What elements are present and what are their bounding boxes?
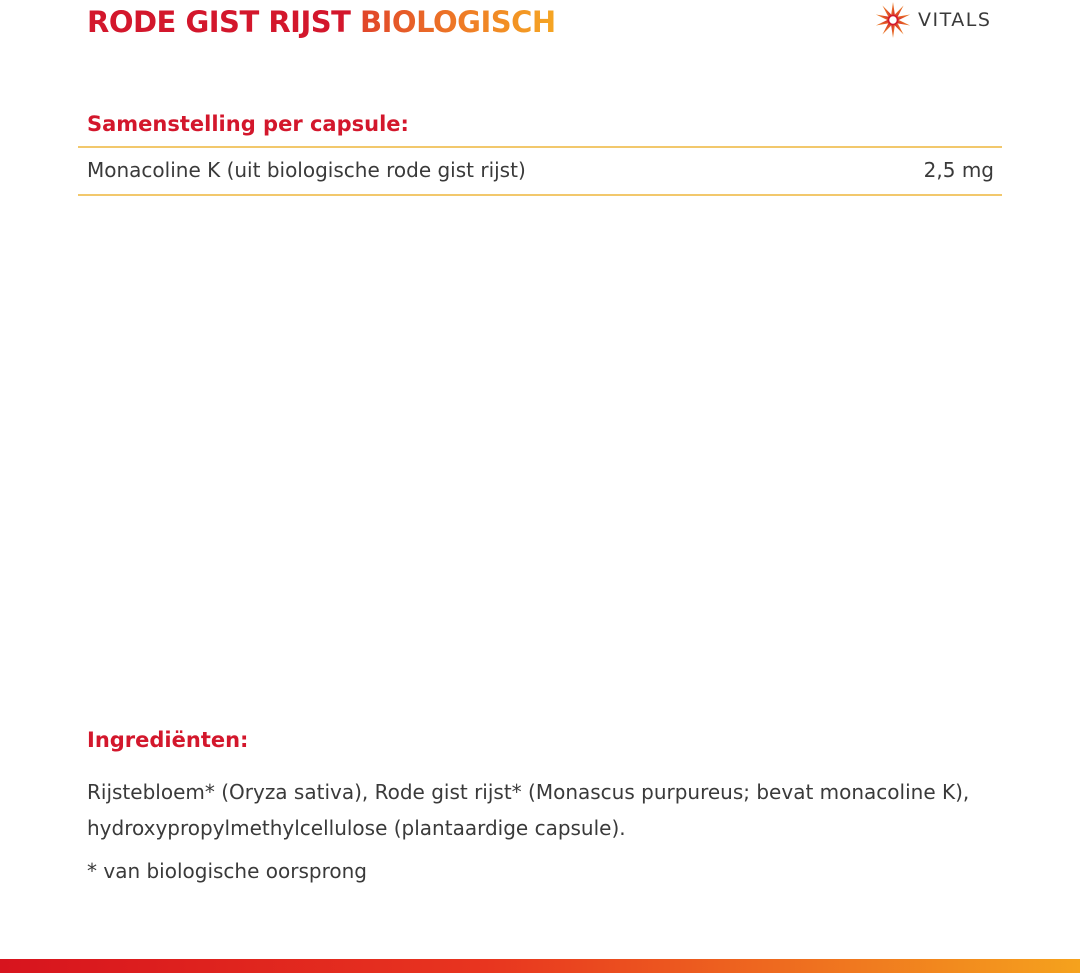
- ingredients-text: Rijstebloem* (Oryza sativa), Rode gist rijst* (Monascus purpureus; bevat monacoline K), hydroxypropylmethylcellulose (plantaardige capsule).: [87, 780, 970, 840]
- brand-logo: [872, 0, 991, 40]
- ingredient-name: Monacoline K (uit biologische rode gist rijst): [87, 158, 526, 182]
- composition-table: [78, 146, 1002, 196]
- sunburst-logo-icon: [872, 0, 914, 40]
- brand-name: VITALS: [918, 9, 992, 31]
- ingredient-amount: 2,5 mg: [923, 158, 994, 182]
- table-row: [78, 148, 1002, 192]
- product-title-main: RODE GIST RIJST: [87, 5, 351, 39]
- ingredients-heading: Ingrediënten:: [87, 728, 249, 752]
- product-title: [87, 2, 556, 42]
- composition-heading: Samenstelling per capsule:: [87, 112, 409, 136]
- bottom-gradient-bar: [0, 959, 1080, 973]
- product-title-variant: BIOLOGISCH: [360, 5, 556, 39]
- organic-footnote: * van biologische oorsprong: [87, 859, 367, 883]
